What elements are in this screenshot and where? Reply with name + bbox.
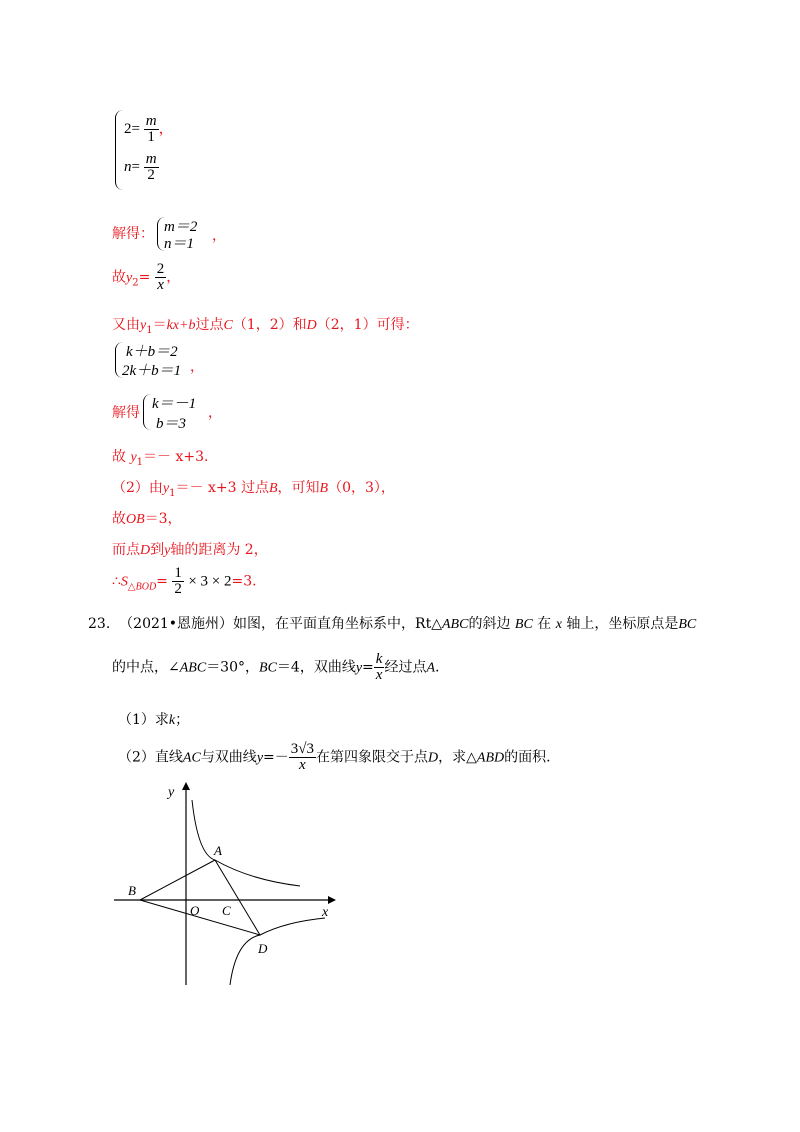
x-axis-arrow [328,896,336,904]
hyperbola-branch-first-quadrant [192,800,300,886]
sys1-row2: n= $\frac{m}{2}$ [124,151,157,183]
solution-line-through-cd: 又由$y_1=kx+b$过点C（1，2）和D（2，1）可得： [112,317,419,336]
problem-23-line1: 23. （2021•恩施州）如图，在平面直角坐标系中，Rt△ABC的斜边 BC 在 x 轴上，坐标原点是BC [88,616,697,632]
coordinate-figure [110,780,340,990]
label-x: x [322,905,329,920]
label-B: B [128,883,136,898]
label-O: O [190,903,200,918]
sys1-row1: 2= $\frac{m}{1}$ ， [124,113,174,145]
equation-system-1 [112,108,232,190]
solution-distance: 而点D到y轴的距离为 2， [112,542,268,558]
solution-ob: 故OB＝3， [112,511,182,527]
label-y: y [168,785,175,800]
solution-y1-result: 故 $y_1=- x+3$. [112,449,209,468]
label-A: A [214,843,222,858]
problem-23-question2: （2）直线AC与双曲线y=－ $\frac{3√3}{x}$ 在第四象限交于点D，求△ABD的面积. [118,741,551,773]
segment-BA [140,860,215,900]
y-axis-arrow [182,782,190,790]
problem-23-line2: 的中点，∠ABC＝30°，BC＝4，双曲线y= $\frac{k}{x}$ 经过点A. [112,651,440,683]
hyperbola-branch-fourth-quadrant [230,918,325,985]
label-D: D [258,941,268,956]
problem-23-question1: （1）求k； [118,712,190,728]
solution-area: $\therefore S_{\triangle BOD}=$ $\frac{1}{2}$ × 3 × 2=3. [112,565,257,597]
equation-system-2: k＋b＝2 2k＋b＝1 ， [112,340,232,382]
label-C: C [222,903,231,918]
solution-part2-intro: （2）由$y_1=- x+3$ 过点B，可知B（0，3）， [112,480,395,499]
solution-y2-result: 故$y_2=$ $\frac{2}{x}$ ， [112,261,181,293]
